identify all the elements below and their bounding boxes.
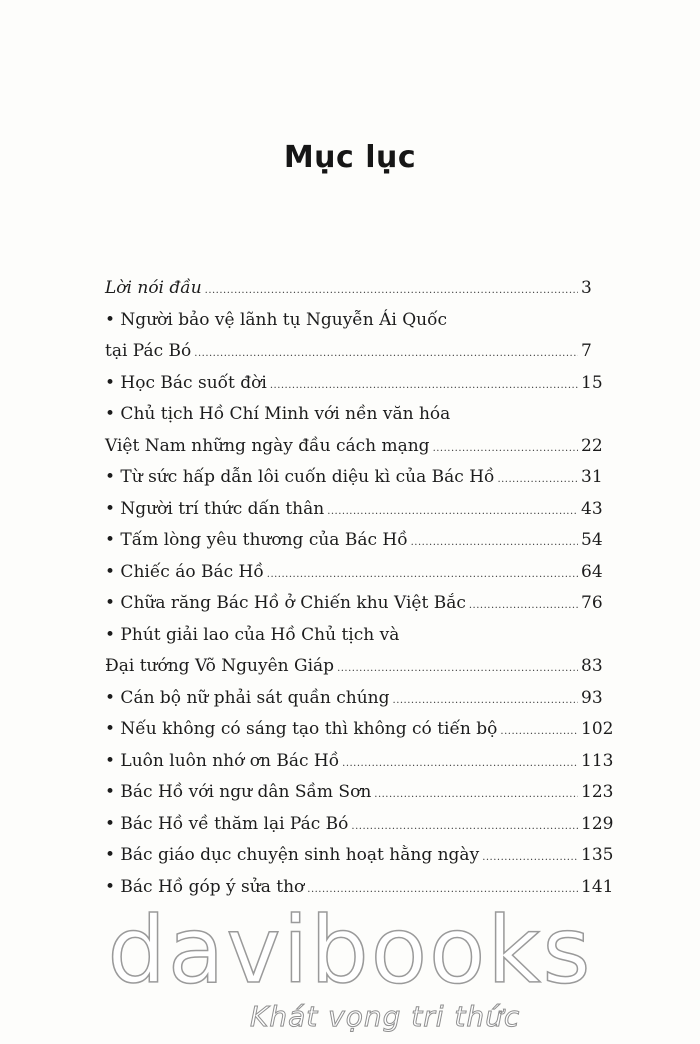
toc-entry <box>105 714 614 746</box>
page-title: Mục lục <box>283 140 417 175</box>
toc-page-number: 129 <box>581 813 614 834</box>
toc-entry-title-line: • Người bảo vệ lãnh tụ Nguyễn Ái Quốc <box>105 309 448 330</box>
toc-page-number: 141 <box>581 876 614 897</box>
toc-entry-line <box>105 525 603 557</box>
toc-page-number: 102 <box>581 719 614 739</box>
toc-entry-line <box>105 462 603 494</box>
dot-leader <box>351 809 578 841</box>
dot-leader <box>374 777 578 809</box>
toc-entry-line <box>105 557 603 589</box>
toc-entry-line <box>105 714 614 746</box>
toc-entry-line <box>105 840 614 872</box>
table-of-contents <box>105 273 614 903</box>
toc-entry-title: • Bác Hồ với ngư dân Sầm Sơn <box>105 782 372 802</box>
toc-page-number: 43 <box>581 498 603 519</box>
toc-entry <box>105 305 591 368</box>
toc-entry <box>105 557 603 589</box>
toc-entry <box>105 462 603 494</box>
toc-page-number: 83 <box>581 656 603 676</box>
toc-entry-line <box>105 494 603 526</box>
toc-entry-line <box>105 683 603 715</box>
toc-entry <box>105 494 603 526</box>
toc-entry <box>105 399 603 462</box>
toc-page-number: 113 <box>581 750 614 771</box>
toc-page-number: 31 <box>581 467 603 487</box>
dot-leader <box>482 840 578 872</box>
dot-leader <box>433 431 578 463</box>
toc-entry-line <box>105 809 614 841</box>
toc-page-number: 54 <box>581 530 603 550</box>
toc-entry-title: • Cán bộ nữ phải sát quần chúng <box>105 687 390 708</box>
toc-entry-line <box>105 746 614 778</box>
toc-entry <box>105 840 614 872</box>
toc-entry <box>105 273 591 305</box>
toc-entry <box>105 746 614 778</box>
toc-entry <box>105 525 603 557</box>
toc-entry <box>105 683 603 715</box>
toc-entry-title: • Từ sức hấp dẫn lôi cuốn diệu kì của Bác Hồ <box>105 467 495 487</box>
dot-leader <box>267 557 578 589</box>
toc-page-number: 76 <box>581 593 603 613</box>
dot-leader <box>469 588 578 620</box>
toc-entry-title: • Nếu không có sáng tạo thì không có tiến bộ <box>105 719 498 739</box>
toc-page-number: 7 <box>581 341 592 361</box>
dot-leader <box>411 525 578 557</box>
toc-entry-line <box>105 273 591 305</box>
toc-entry-line <box>105 588 603 620</box>
watermark-brand: davibooks <box>107 897 593 1004</box>
dot-leader <box>270 368 578 400</box>
toc-entry-title: tại Pác Bó <box>105 341 192 361</box>
toc-page-number: 135 <box>581 845 614 865</box>
toc-entry-line <box>105 368 603 400</box>
toc-page-number: 123 <box>581 782 614 802</box>
toc-page-number: 15 <box>581 372 603 393</box>
toc-entry <box>105 777 614 809</box>
toc-page-number: 93 <box>581 687 603 708</box>
toc-entry-line <box>105 431 603 463</box>
dot-leader <box>194 336 578 368</box>
toc-page-number: 64 <box>581 561 603 582</box>
toc-entry-title-line: • Chủ tịch Hồ Chí Minh với nền văn hóa <box>105 404 451 424</box>
toc-entry-title: • Bác Hồ về thăm lại Pác Bó <box>105 813 349 834</box>
toc-page-number: 3 <box>581 278 592 298</box>
dot-leader <box>327 494 578 526</box>
toc-entry-title: • Bác giáo dục chuyện sinh hoạt hằng ngày <box>105 845 480 865</box>
toc-entry-title: • Bác Hồ góp ý sửa thơ <box>105 876 305 897</box>
toc-entry <box>105 368 603 400</box>
toc-entry <box>105 588 603 620</box>
watermark-tagline: Khát vọng tri thức <box>250 1000 521 1033</box>
toc-entry-title: Đại tướng Võ Nguyên Giáp <box>105 656 335 676</box>
dot-leader <box>393 683 578 715</box>
dot-leader <box>342 746 578 778</box>
toc-page-number: 22 <box>581 435 603 456</box>
dot-leader <box>205 273 578 305</box>
toc-entry-line <box>105 336 591 368</box>
toc-entry <box>105 620 603 683</box>
toc-entry-line <box>105 651 603 683</box>
toc-entry-title: • Luôn luôn nhớ ơn Bác Hồ <box>105 750 340 771</box>
toc-entry-title: • Chiếc áo Bác Hồ <box>105 561 264 582</box>
toc-entry <box>105 809 614 841</box>
toc-entry-title: • Người trí thức dấn thân <box>105 498 325 519</box>
dot-leader <box>337 651 578 683</box>
dot-leader <box>497 462 578 494</box>
toc-entry-title: • Chữa răng Bác Hồ ở Chiến khu Việt Bắc <box>105 593 466 613</box>
toc-entry-title: Việt Nam những ngày đầu cách mạng <box>105 435 430 456</box>
dot-leader <box>500 714 578 746</box>
toc-entry-title: • Tấm lòng yêu thương của Bác Hồ <box>105 530 408 550</box>
toc-entry-title: Lời nói đầu <box>105 278 202 298</box>
toc-entry-title: • Học Bác suốt đời <box>105 372 267 393</box>
toc-entry-line <box>105 777 614 809</box>
toc-entry-title-line: • Phút giải lao của Hồ Chủ tịch và <box>105 624 400 645</box>
